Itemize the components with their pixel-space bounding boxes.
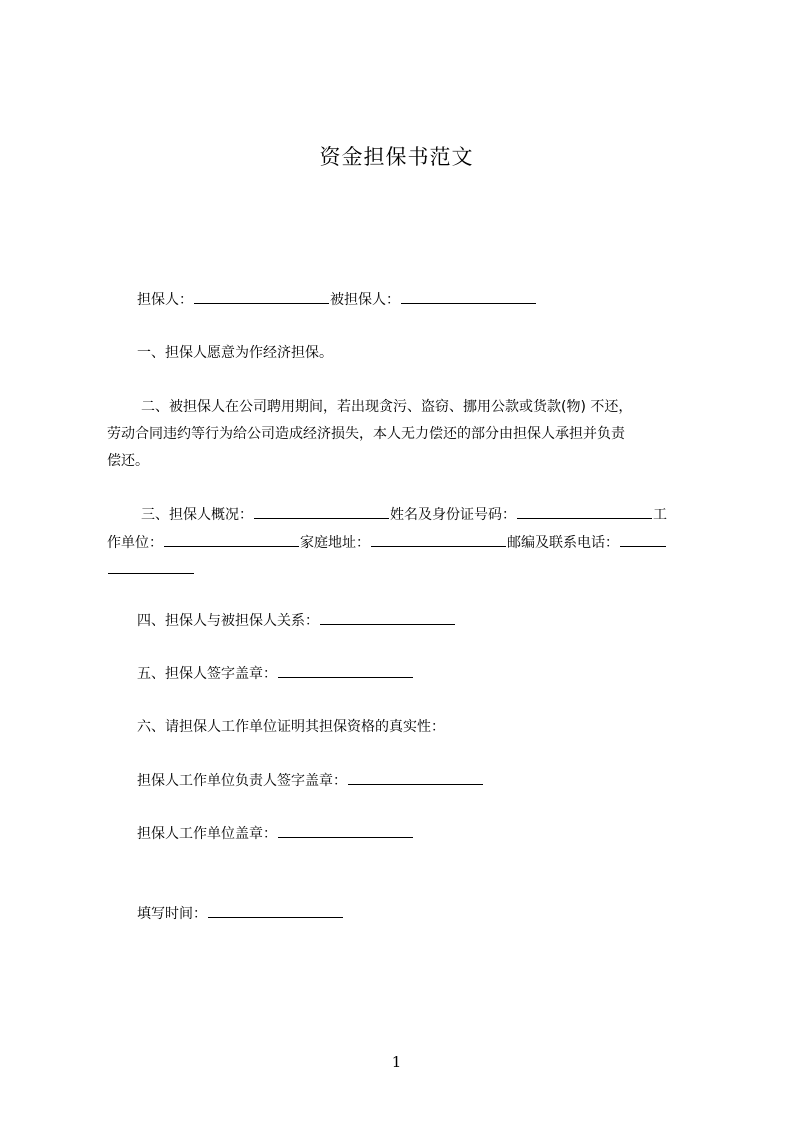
clause-3-line-1 [141, 502, 731, 529]
page-number: 1 [391, 1053, 402, 1071]
clause-2-line-1: 二、被担保人在公司聘用期间，若出现贪污、盗窃、挪用公款或货款(物) 不还， [141, 399, 633, 415]
name-id-label: 姓名及身份证号码： [390, 507, 516, 523]
guarantor-sign-blank[interactable] [278, 665, 413, 678]
address-blank[interactable] [371, 534, 506, 547]
postal-phone-blank-1[interactable] [620, 534, 666, 547]
fill-date-blank[interactable] [208, 905, 343, 918]
employer-seal-label: 担保人工作单位盖章： [137, 826, 277, 842]
guaranteed-label: 被担保人： [330, 292, 400, 308]
employer-head-sign-label: 担保人工作单位负责人签字盖章： [137, 773, 347, 789]
work-label-part-2: 作单位： [107, 535, 163, 551]
fill-date-label: 填写时间： [137, 906, 207, 922]
fill-date-line [137, 901, 727, 928]
clause-3-line-3 [107, 557, 697, 584]
clause-3-line-2 [107, 530, 697, 557]
postal-phone-blank-2[interactable] [108, 561, 194, 574]
relationship-label: 四、担保人与被担保人关系： [137, 613, 319, 629]
guaranteed-blank[interactable] [401, 291, 536, 304]
guarantor-blank[interactable] [194, 291, 329, 304]
relationship-blank[interactable] [320, 612, 455, 625]
address-label: 家庭地址： [300, 535, 370, 551]
profile-blank[interactable] [254, 506, 389, 519]
clause-5 [137, 661, 727, 688]
clause-2-line-2: 劳动合同违约等行为给公司造成经济损失，本人无力偿还的部分由担保人承担并负责 [107, 426, 625, 442]
guarantor-label: 担保人： [137, 292, 193, 308]
employer-head-sign-blank[interactable] [348, 772, 483, 785]
document-title: 资金担保书范文 [319, 145, 474, 169]
clause-6: 六、请担保人工作单位证明其担保资格的真实性： [137, 719, 445, 735]
clause-2-line-3: 偿还。 [107, 453, 149, 469]
work-label-part-1: 工 [653, 507, 667, 523]
clause-1: 一、担保人愿意为作经济担保。 [137, 345, 333, 361]
employer-seal-blank[interactable] [278, 825, 413, 838]
profile-label: 三、担保人概况： [141, 507, 253, 523]
work-blank[interactable] [164, 534, 299, 547]
postal-phone-label: 邮编及联系电话： [507, 535, 619, 551]
employer-head-sign-line [137, 768, 727, 795]
name-id-blank[interactable] [517, 506, 652, 519]
guarantor-line [137, 287, 727, 314]
guarantor-sign-label: 五、担保人签字盖章： [137, 666, 277, 682]
employer-seal-line [137, 821, 727, 848]
clause-4 [137, 608, 727, 635]
